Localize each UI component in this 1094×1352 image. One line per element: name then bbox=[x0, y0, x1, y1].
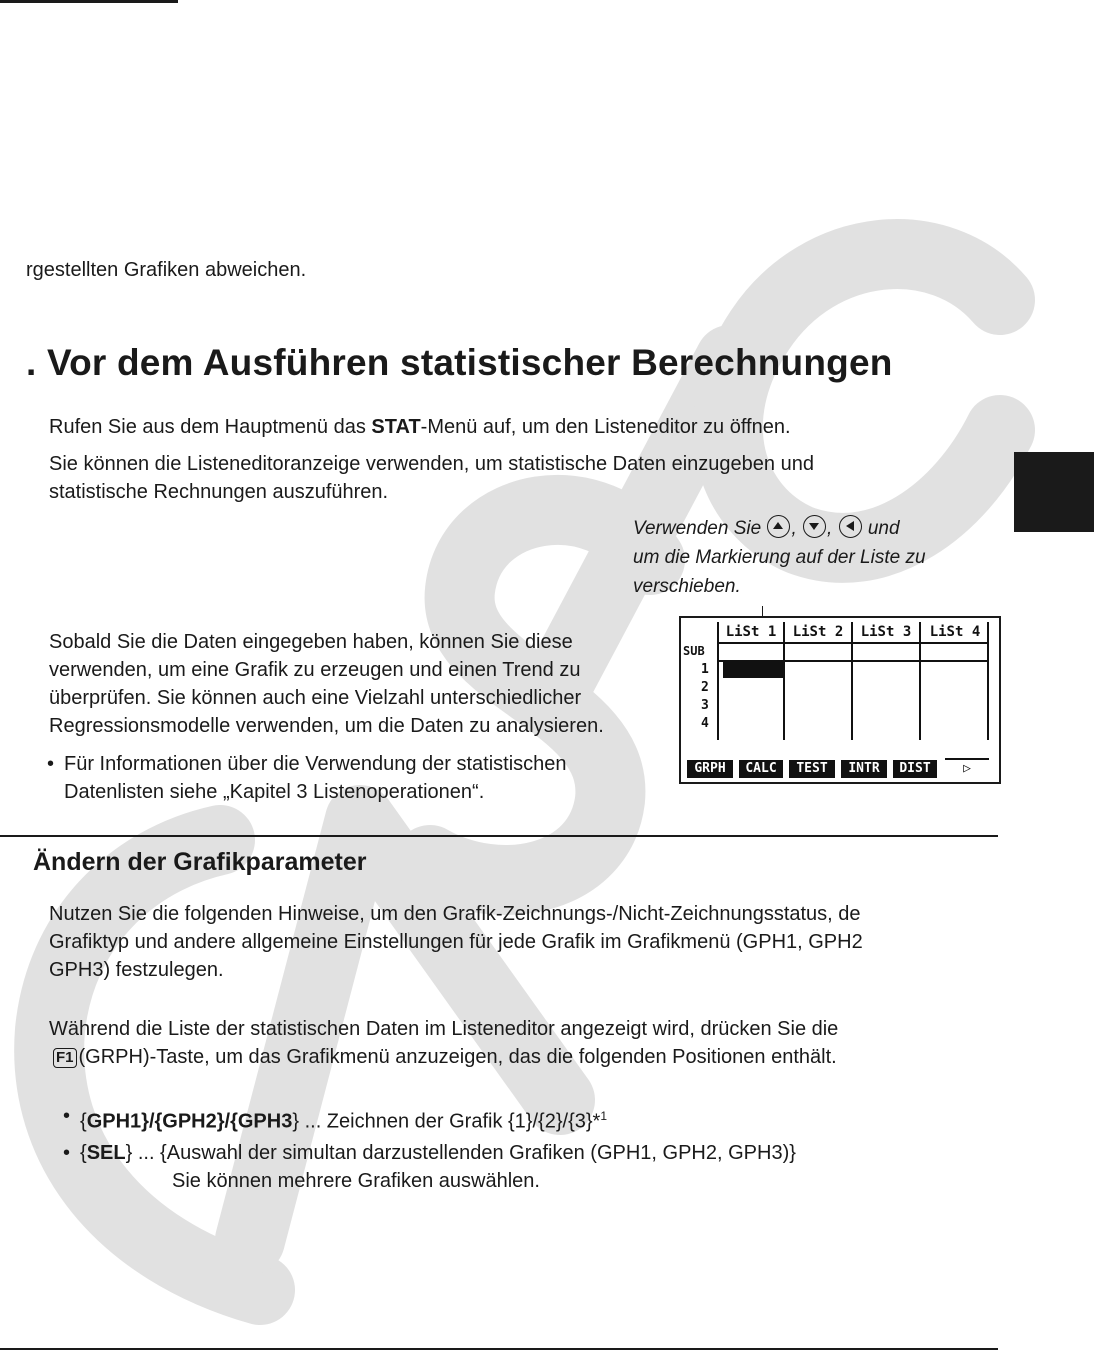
data-paragraph bbox=[49, 628, 604, 740]
note-line bbox=[633, 514, 973, 543]
section-divider bbox=[0, 835, 998, 837]
separator: }/{ bbox=[141, 1110, 163, 1133]
note-text: Verwenden Sie bbox=[633, 518, 767, 539]
list-3-header: LiSt 3 bbox=[853, 622, 919, 644]
data-line: überprüfen. Sie können auch eine Vielzahl unterschiedlicher bbox=[49, 687, 582, 709]
list-1-header: LiSt 1 bbox=[719, 622, 783, 644]
section-heading: . Vor dem Ausführen statistischer Berechnungen bbox=[26, 342, 893, 383]
paragraph-line: GPH3) festzulegen. bbox=[49, 959, 224, 981]
note-line: um die Markierung auf der Liste zu bbox=[633, 547, 926, 568]
arrow-down-icon bbox=[803, 515, 826, 538]
intro-line: Sie können die Listeneditoranzeige verwenden, um statistische Daten einzugeben und bbox=[49, 453, 814, 475]
fkey-test: TEST bbox=[789, 760, 835, 778]
top-rule bbox=[0, 0, 178, 3]
arrow-up-icon bbox=[767, 515, 790, 538]
note-line: verschieben. bbox=[633, 576, 741, 597]
paragraph-line bbox=[53, 1043, 838, 1071]
data-line: Regressionsmodelle verwenden, um die Daten zu analysieren. bbox=[49, 715, 604, 737]
stat-menu-label: STAT bbox=[371, 416, 421, 438]
cursor-note bbox=[633, 514, 973, 601]
graph-params-paragraph-2 bbox=[49, 1015, 838, 1071]
reference-line: Datenlisten siehe „Kapitel 3 Listenoperationen“. bbox=[64, 781, 485, 803]
f1-key-icon: F1 bbox=[53, 1048, 77, 1068]
arrow-left-icon bbox=[839, 515, 862, 538]
row-number: 1 bbox=[701, 662, 709, 677]
list-reference-note bbox=[64, 750, 567, 806]
partial-header-line: rgestellten Grafiken abweichen. bbox=[26, 259, 307, 281]
list-4-header: LiSt 4 bbox=[921, 622, 989, 644]
menu-item-gph bbox=[80, 1102, 607, 1136]
brace: { bbox=[80, 1142, 87, 1164]
row-number: 2 bbox=[701, 680, 709, 695]
menu-item-sel bbox=[80, 1139, 796, 1167]
grid-line bbox=[851, 622, 853, 740]
grid-line bbox=[717, 622, 719, 740]
paragraph-line: Nutzen Sie die folgenden Hinweise, um den Grafik-Zeichnungs-/Nicht-Zeichnungsstatus, de bbox=[49, 903, 861, 925]
gph3-label: GPH3 bbox=[237, 1110, 293, 1133]
fkey-grph: GRPH bbox=[687, 760, 733, 778]
fkey-dist: DIST bbox=[893, 760, 937, 778]
bottom-rule bbox=[0, 1348, 998, 1350]
data-line: Sobald Sie die Daten eingegeben haben, können Sie diese bbox=[49, 631, 573, 653]
grid-line bbox=[783, 622, 785, 740]
note-sep: , bbox=[791, 518, 797, 539]
item-description: } ... Zeichnen der Grafik {1}/{2}/{3}* bbox=[292, 1110, 601, 1133]
paragraph-line: Grafiktyp und andere allgemeine Einstellungen für jede Grafik im Grafikmenü (GPH1, GPH2 bbox=[49, 931, 863, 953]
cursor-cell bbox=[723, 662, 783, 678]
fkey-more: ▷ bbox=[945, 758, 989, 778]
subsection-heading: Ändern der Grafikparameter bbox=[33, 848, 367, 876]
calculator-screen bbox=[679, 616, 1001, 784]
reference-line: Für Informationen über die Verwendung der statistischen bbox=[64, 753, 567, 775]
intro-line: statistische Rechnungen auszuführen. bbox=[49, 481, 389, 503]
sub-label: SUB bbox=[683, 644, 705, 658]
grid-line bbox=[987, 622, 989, 740]
sel-label: SEL bbox=[86, 1142, 126, 1164]
intro-text: Rufen Sie aus dem Hauptmenü das bbox=[49, 416, 372, 438]
note-text: und bbox=[862, 518, 900, 539]
bullet-marker: • bbox=[47, 753, 55, 775]
sel-description-line-2: Sie können mehrere Grafiken auswählen. bbox=[172, 1170, 540, 1192]
paragraph-text: (GRPH)-Taste, um das Grafikmenü anzuzeigen, das die folgenden Positionen enthält. bbox=[78, 1046, 837, 1068]
gph2-label: GPH2 bbox=[162, 1110, 217, 1133]
separator: }/{ bbox=[216, 1110, 238, 1133]
intro-text: -Menü auf, um den Listeneditor zu öffnen. bbox=[420, 416, 791, 438]
note-sep: , bbox=[827, 518, 833, 539]
intro-paragraph-2 bbox=[49, 450, 814, 506]
data-line: verwenden, um eine Grafik zu erzeugen und einen Trend zu bbox=[49, 659, 581, 681]
grid-line bbox=[919, 622, 921, 740]
list-2-header: LiSt 2 bbox=[785, 622, 851, 644]
row-number: 3 bbox=[701, 698, 709, 713]
brace: { bbox=[80, 1110, 87, 1133]
bullet-marker: • bbox=[63, 1105, 71, 1127]
item-description: } ... {Auswahl der simultan darzustellenden Grafiken (GPH1, GPH2, GPH3)} bbox=[125, 1142, 796, 1164]
fkey-calc: CALC bbox=[739, 760, 783, 778]
intro-paragraph-1 bbox=[49, 413, 791, 441]
footnote-marker: 1 bbox=[600, 1109, 608, 1123]
gph1-label: GPH1 bbox=[86, 1110, 142, 1133]
fkey-intr: INTR bbox=[841, 760, 887, 778]
chapter-tab bbox=[1014, 452, 1094, 532]
row-number: 4 bbox=[701, 716, 709, 731]
bullet-marker: • bbox=[63, 1142, 71, 1164]
graph-params-paragraph-1 bbox=[49, 900, 863, 984]
paragraph-line: Während die Liste der statistischen Daten im Listeneditor angezeigt wird, drücken Sie die bbox=[49, 1018, 839, 1040]
